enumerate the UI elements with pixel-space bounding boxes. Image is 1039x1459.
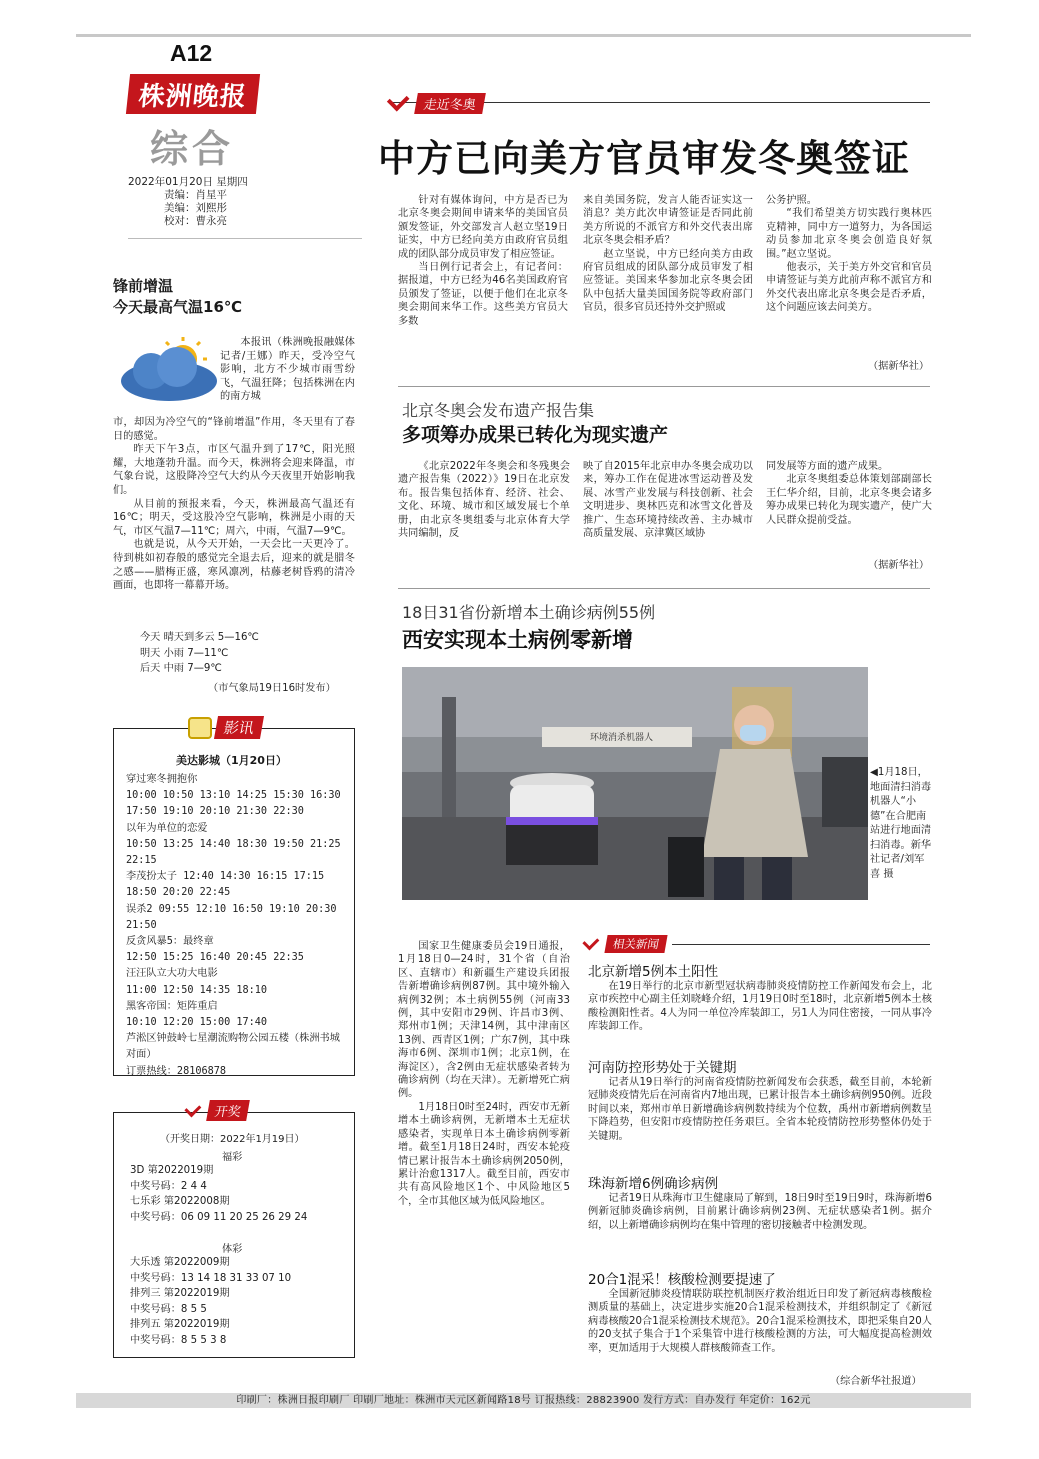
ticai-label: 体彩 [222, 1244, 243, 1255]
film-line: 汪汪队立大功大电影 [126, 968, 218, 980]
related-title: 河南防控形势处于关键期 [588, 1060, 737, 1076]
photo-caption: ◀1月18日，地面清扫消毒机器人“小德”在合肥南站进行地面清扫消毒。新华社记者/刘军喜 摄 [870, 767, 932, 880]
check-icon [582, 933, 599, 950]
check-icon [387, 89, 410, 112]
weather-title [113, 276, 242, 318]
film-line: 李茂扮太子 12:40 14:30 16:15 17:15 18:50 20:20 22:45 [126, 871, 325, 899]
legacy-paragraph: 北京冬奥组委总体策划部副部长王仁华介绍，目前，北京冬奥会诸多筹办成果已转化为现实遗产，使广大人民群众提前受益。 [766, 474, 932, 526]
related-news-tag [586, 935, 666, 953]
film-badge [188, 716, 262, 739]
news-photo [402, 667, 868, 900]
weather-paragraph: 从目前的预报来看，今天，株洲最高气温还有16℃；明天，受这股冷空气影响，株洲是小雨的天气，市区气温7—11℃；周六，中雨，气温7—9℃。 [113, 498, 355, 537]
covid-body [398, 940, 570, 1340]
lottery-line: 中奖号码：13 14 18 31 33 07 10 [130, 1272, 292, 1284]
section-divider [398, 588, 930, 589]
weather-paragraph: 市，却因为冷空气的“锋前增温”作用，冬天里有了春日的感觉。 [113, 417, 355, 442]
lottery-line: 中奖号码：8 5 5 3 8 [130, 1334, 227, 1346]
lottery-line: 3D 第2022019期 [130, 1165, 214, 1176]
weather-source: （市气象局19日16时发布） [208, 683, 336, 694]
print-footer: 印刷厂：株洲日报印刷厂 印刷厂地址：株洲市天元区新闻路18号 订报热线：28823900 发行方式：自办发行 年定价：162元 [76, 1393, 971, 1408]
lead-column-3 [766, 194, 932, 356]
covid-subhead: 18日31省份新增本土确诊病例55例 [402, 603, 656, 622]
lead-paragraph: 公务护照。 [766, 195, 817, 206]
meta-designer: 美编：刘熙彤 [164, 202, 227, 214]
legacy-subhead: 北京冬奥会发布遗产报告集 [402, 401, 595, 420]
film-line: 以年为单位的恋爱 [126, 822, 208, 834]
legacy-source: （据新华社） [868, 560, 930, 571]
lead-paragraph: 来自美国务院，发言人能否证实这一消息？美方此次申请签证是否同此前美方所说的不派官方和外交代表出席北京冬奥会相矛盾？ [583, 195, 753, 247]
film-label: 影讯 [214, 716, 264, 739]
film-line: 12:50 15:25 16:40 20:45 22:35 [126, 952, 304, 964]
related-label: 相关新闻 [604, 935, 667, 953]
ticai-results [130, 1255, 350, 1349]
legacy-column-1: 《北京2022年冬奥会和冬残奥会遗产报告集（2022）》19日在北京发布。报告集包括体育、经济、社会、文化、环境、城市和区域发展七个单册，由北京冬奥组委与北京体育大学共同编制，反 [398, 461, 570, 540]
covid-paragraph: 国家卫生健康委员会19日通报，1月18日0—24时，31个省（自治区、直辖市）和新疆生产建设兵团报告新增确诊病例87例。其中境外输入病例32例；本土病例55例（河南33例，其中安阳市29例、许昌市3例、郑州市1例；天津14例，其中津南区13例、西青区1例；广东7例，其中珠海市6例、深圳市1例；北京1例，在海淀区），含2例由无症状感染者转为确诊病例（均在天津）。无新增死亡病例。 [398, 941, 570, 1100]
legacy-column-2: 映了自2015年北京申办冬奥会成功以来，筹办工作在促进冰雪运动普及发展、冰雪产业发展与科技创新、社会文明进步、奥林匹克和冰雪文化普及推广、生态环境持续改善、主办城市高质量发展、京津冀区域协 [583, 461, 753, 540]
lottery-date: （开奖日期：2022年1月19日） [160, 1134, 305, 1145]
top-rule [76, 34, 971, 37]
weather-body [113, 416, 355, 593]
legacy-column-3 [766, 460, 932, 556]
related-body: 记者19日从珠海市卫生健康局了解到，18日9时至19日9时，珠海新增6例新冠肺炎确诊病例，目前累计确诊病例23例、无症状感染者1例。据介绍，以上新增确诊病例均在集中管理的密切接触者中检测发现。 [588, 1193, 932, 1231]
film-line: 11:00 12:50 14:35 18:10 [126, 984, 268, 996]
forecast-row: 明天 小雨 7—11℃ [140, 647, 229, 659]
lottery-label: 开奖 [206, 1100, 250, 1121]
meta-divider [128, 238, 362, 239]
lottery-line: 中奖号码：8 5 5 [130, 1303, 207, 1315]
film-line: 订票热线：28106878 [126, 1065, 227, 1077]
lead-paragraph: 赵立坚说，中方已经向美方由政府官员组成的团队部分成员审发了相应签证。美国来华参加北京冬奥会团队中包括大量美国国务院等政府部门官员，很多官员还持外交护照或 [583, 248, 753, 314]
legacy-headline: 多项筹办成果已转化为现实遗产 [402, 424, 669, 446]
film-line: 误杀2 09:55 12:10 16:50 19:10 20:30 21:50 [126, 903, 337, 931]
lead-source: （据新华社） [868, 361, 930, 372]
fucai-results [130, 1163, 350, 1225]
weather-title-line: 锋前增温 [113, 277, 174, 295]
weather-paragraph: 昨天下午3点，市区气温升到了17℃，阳光照耀，大地蓬勃升温。而今天，株洲将会迎来降温，市气象台说，这股降冷空气大约从今天夜里开始影响我们。 [113, 444, 355, 496]
film-projector-icon [188, 717, 212, 739]
section-title: 综合 [150, 126, 235, 171]
meta-proofreader: 校对：曹永亮 [164, 215, 227, 227]
film-line: 反贪风暴5：最终章 [126, 936, 214, 948]
photo-sign: 环境消杀机器人 [590, 733, 654, 743]
related-title: 北京新增5例本土阳性 [588, 964, 719, 980]
weather-paragraph: 也就是说，从今天开始，一天会比一天更冷了。待到桃如初春般的感觉完全退去后，迎来的就是腊冬之感——腊梅正盛，寒风凛冽，枯藤老树昏鸦的清冷画面，也即将一幕幕开场。 [113, 539, 355, 592]
lottery-line: 排列三 第2022019期 [130, 1288, 230, 1300]
lottery-badge [188, 1100, 248, 1121]
lottery-line: 大乐透 第2022009期 [130, 1257, 230, 1268]
film-schedule [126, 772, 348, 1080]
related-title: 20合1混采！核酸检测要提速了 [588, 1272, 776, 1288]
station-photo-illustration [402, 667, 868, 900]
weather-title-line: 今天最高气温16℃ [113, 298, 243, 316]
lead-paragraph: 针对有媒体询问，中方是否已为北京冬奥会期间申请来华的美国官员颁发签证，外交部发言人赵立坚19日证实，中方已经向美方由政府官员组成的团队部分成员审发了相应签证。 [398, 195, 568, 260]
kicker-tag [392, 92, 484, 114]
kicker-label: 走近冬奥 [414, 93, 486, 114]
covid-paragraph: 1月18日0时至24时，西安市无新增本土确诊病例，无新增本土无症状感染者，实现单日本土确诊病例零新增。截至1月18日24时，西安本轮疫情已累计报告本土确诊病例2050例，累计治愈1317人。截至目前，西安市共有高风险地区1个、中风险地区5个，全市其他区域为低风险地区。 [398, 1101, 570, 1207]
cinema-name: 美达影城（1月20日） [176, 754, 287, 767]
film-line: 穿过寒冬拥抱你 [126, 774, 198, 785]
partly-cloudy-icon [117, 337, 221, 403]
lead-paragraph: “我们希望美方切实践行奥林匹克精神，同中方一道努力，为各国运动员参加北京冬奥会创造良好氛围。”赵立坚说。 [766, 208, 932, 260]
lead-paragraph: 他表示，关于美方外交官和官员申请签证与美方此前声称不派官方和外交代表出席北京冬奥会是否矛盾，这个问题应该去问美方。 [766, 262, 932, 314]
lottery-line: 七乐彩 第2022008期 [130, 1196, 230, 1208]
forecast-row: 后天 中雨 7—9℃ [140, 663, 222, 674]
lottery-line: 排列五 第2022019期 [130, 1319, 230, 1331]
film-line: 10:10 12:20 15:00 17:40 [126, 1017, 268, 1029]
related-body: 全国新冠肺炎疫情联防联控机制医疗救治组近日印发了新冠病毒核酸检测质量的基础上，决定进步实施20合1混采检测技术，并组织制定了《新冠病毒核酸20合1混采检测技术规范》。20合1混采检测技术，即把采集自20人的20支拭子集合于1个采集管中进行核酸检测的方法，可大幅度提高检测效率，更加适用于大规模人群核酸筛查工作。 [588, 1289, 932, 1354]
film-line: 芦淞区钟鼓岭七星潮流购物公园五楼（株洲书城对面） [126, 1033, 340, 1061]
section-divider [398, 386, 930, 387]
weather-forecast [140, 630, 340, 677]
forecast-row: 今天 晴天到多云 5—16℃ [140, 632, 259, 643]
lottery-line: 中奖号码：2 4 4 [130, 1180, 207, 1192]
page-number: A12 [170, 40, 213, 66]
lead-column-1 [398, 194, 568, 370]
newspaper-logo: 株洲晚报 [126, 74, 260, 114]
fucai-label: 福彩 [222, 1152, 243, 1163]
related-title: 珠海新增6例确诊病例 [588, 1176, 719, 1192]
film-line: 黑客帝国：矩阵重启 [126, 1000, 218, 1012]
lead-paragraph: 当日例行记者会上，有记者问：据报道，中方已经为46名美国政府官员颁发了签证，以便于他们在北京冬奥会期间来华工作。这些美方官员大多数 [398, 262, 568, 327]
film-line: 10:50 13:25 14:40 18:30 19:50 21:25 22:15 [126, 838, 341, 867]
lottery-line: 中奖号码：06 09 11 20 25 26 29 24 [130, 1211, 308, 1223]
lead-column-2 [583, 194, 753, 370]
lead-headline: 中方已向美方官员审发冬奥签证 [378, 137, 910, 180]
related-rule [672, 944, 930, 945]
meta-date: 2022年01月20日 星期四 [128, 176, 248, 188]
covid-source: （综合新华社报道） [830, 1376, 922, 1387]
covid-headline: 西安实现本土病例零新增 [402, 628, 633, 652]
related-body: 记者从19日举行的河南省疫情防控新闻发布会获悉，截至目前，本轮新冠肺炎疫情先后在河南省内7地出现，已累计报告本土确诊病例950例。近段时间以来，郑州市单日新增确诊病例数持续为个位数，禹州市新增病例数呈下降趋势，但安阳市疫情防控任务艰巨。全省本轮疫情防控形势整体仍处于关键期。 [588, 1077, 932, 1142]
meta-editor: 责编：肖星平 [164, 189, 227, 201]
related-body: 在19日举行的北京市新型冠状病毒肺炎疫情防控工作新闻发布会上，北京市疾控中心副主任刘晓峰介绍，1月19日0时至18时，北京新增5例本土核酸检测阳性者。4人为同一单位冷库装卸工，另1人为同住密接，一同从事冷库装卸工作。 [588, 981, 932, 1033]
film-line: 10:00 10:50 13:10 14:25 15:30 16:30 17:50 19:10 20:10 21:30 22:30 [126, 790, 341, 818]
legacy-paragraph: 同发展等方面的遗产成果。 [766, 461, 889, 472]
weather-intro: 本报讯（株洲晚报融媒体记者/王娜）昨天，受冷空气影响，北方不少城市雨雪纷飞，气温狂降；包括株洲在内的南方城 [220, 337, 355, 403]
